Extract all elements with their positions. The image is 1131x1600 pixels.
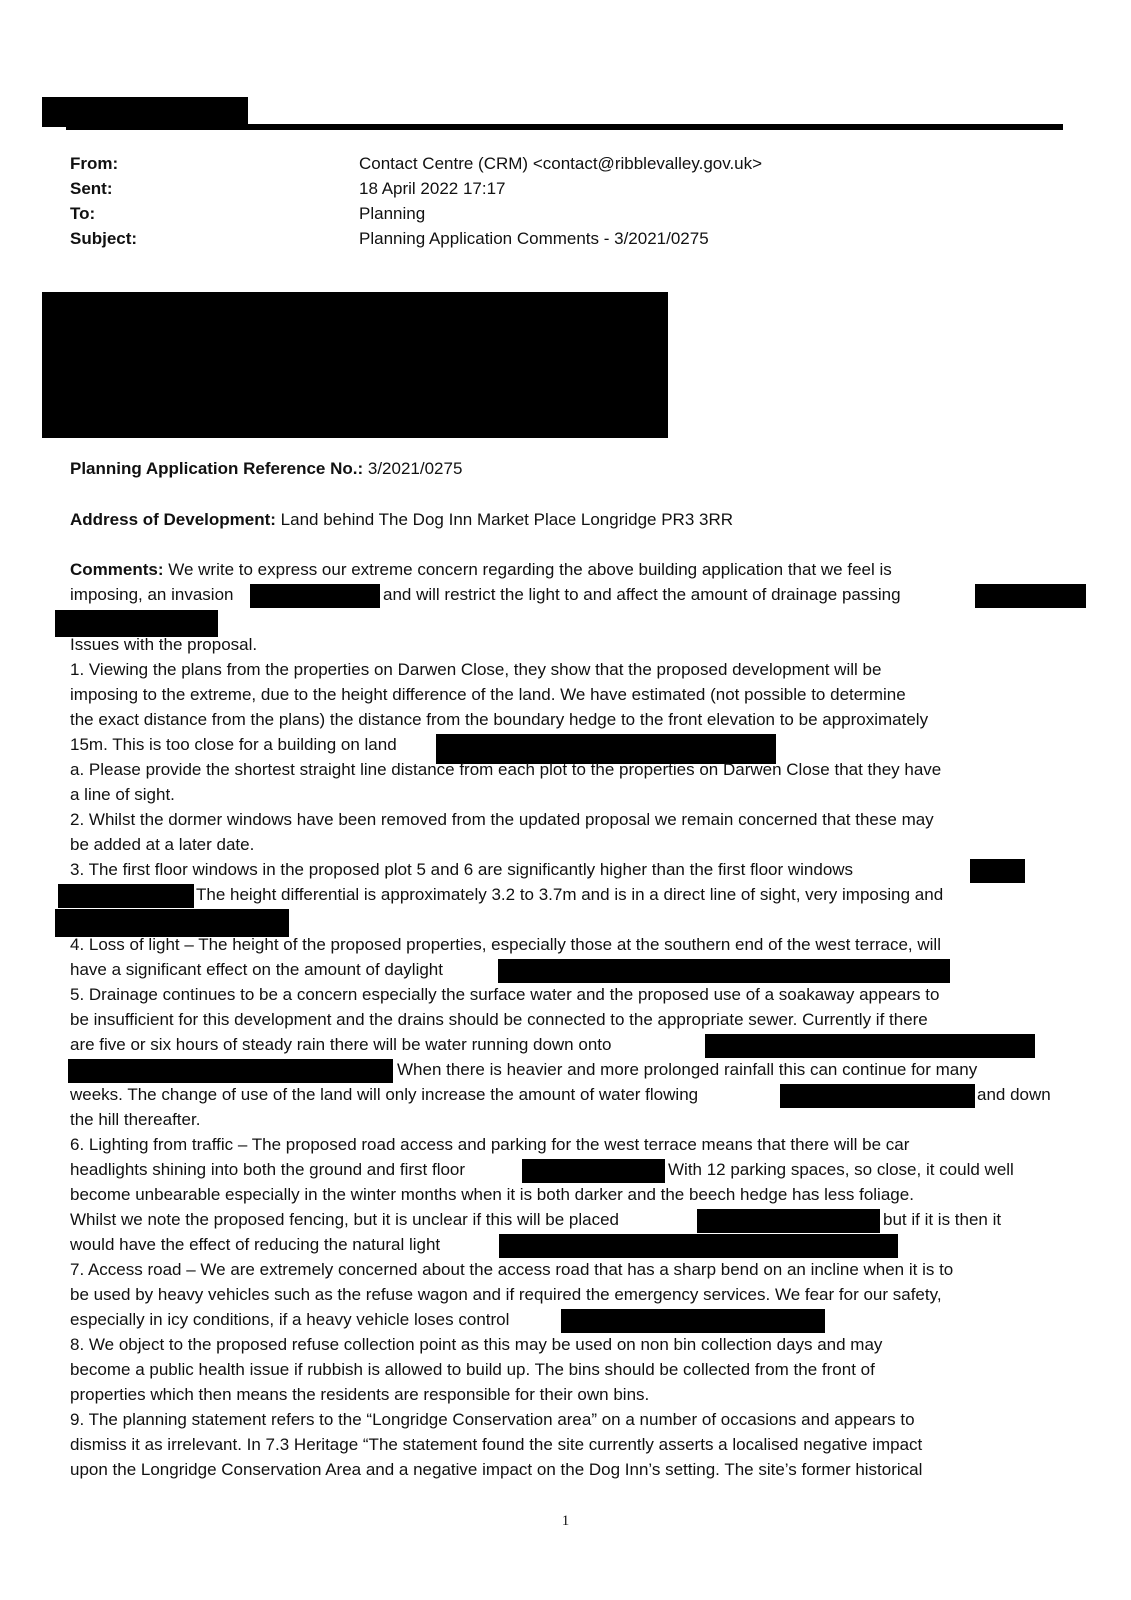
redaction-block [250,584,380,608]
body-line: dismiss it as irrelevant. In 7.3 Heritage “The statement found the site currently asserts a localised negative impact [70,1435,923,1454]
body-line: be added at a later date. [70,835,255,854]
from-value: Contact Centre (CRM) <contact@ribblevalley.gov.uk> [359,154,763,173]
body-line: 3. The first floor windows in the proposed plot 5 and 6 are significantly higher than the first floor windows [70,860,854,879]
page-number: 1 [561,1513,570,1529]
body-line: 9. The planning statement refers to the “Longridge Conservation area” on a number of occasions and appears to [70,1410,915,1429]
body-line: upon the Longridge Conservation Area and a negative impact on the Dog Inn’s setting. The site’s former historical [70,1460,923,1479]
from-label: From: [70,154,119,173]
reference-line [70,456,462,481]
body-line: 6. Lighting from traffic – The proposed road access and parking for the west terrace means that there will be car [70,1135,910,1154]
comments-line [70,557,892,582]
body-line: With 12 parking spaces, so close, it could well [668,1160,1014,1179]
body-line: 4. Loss of light – The height of the proposed properties, especially those at the southern end of the west terrace, will [70,935,941,954]
body-line: but if it is then it [883,1210,1002,1229]
redaction-block [975,584,1086,608]
body-line: 2. Whilst the dormer windows have been removed from the updated proposal we remain concerned that these may [70,810,934,829]
redaction-block [498,959,950,983]
to-value: Planning [359,204,426,223]
body-line: Whilst we note the proposed fencing, but it is unclear if this will be placed [70,1210,620,1229]
header-divider [66,124,1063,130]
redaction-block [58,884,194,908]
body-line: When there is heavier and more prolonged rainfall this can continue for many [397,1060,978,1079]
redaction-block [522,1159,665,1183]
body-line: and will restrict the light to and affect the amount of drainage passing [383,585,901,604]
body-line: be used by heavy vehicles such as the refuse wagon and if required the emergency services. We fear for our safety, [70,1285,942,1304]
address-label: Address of Development: [70,510,276,529]
reference-value: 3/2021/0275 [363,459,463,478]
body-line: 8. We object to the proposed refuse collection point as this may be used on non bin collection days and may [70,1335,883,1354]
body-line: be insufficient for this development and the drains should be connected to the appropriate sewer. Currently if there [70,1010,928,1029]
body-line: 1. Viewing the plans from the properties on Darwen Close, they show that the proposed development will be [70,660,882,679]
body-line: the exact distance from the plans) the distance from the boundary hedge to the front elevation to be approximately [70,710,929,729]
body-line: a line of sight. [70,785,175,804]
redaction-block [42,97,248,127]
body-line: become unbearable especially in the winter months when it is both darker and the beech hedge has less foliage. [70,1185,914,1204]
reference-label: Planning Application Reference No.: [70,459,364,478]
body-line: a. Please provide the shortest straight line distance from each plot to the properties on Darwen Close that they have [70,760,942,779]
body-line: 7. Access road – We are extremely concerned about the access road that has a sharp bend on an incline when it is to [70,1260,954,1279]
redaction-block [561,1309,825,1333]
address-line [70,507,733,532]
redaction-block [697,1209,880,1233]
body-line: The height differential is approximately 3.2 to 3.7m and is in a direct line of sight, very imposing and [196,885,944,904]
sent-value: 18 April 2022 17:17 [359,179,506,198]
body-line: imposing, an invasion [70,585,234,604]
sent-label: Sent: [70,179,113,198]
redaction-block [68,1059,393,1083]
body-line: are five or six hours of steady rain there will be water running down onto [70,1035,612,1054]
body-line: properties which then means the residents are responsible for their own bins. [70,1385,650,1404]
comments-label: Comments: [70,560,164,579]
body-line: 5. Drainage continues to be a concern especially the surface water and the proposed use of a soakaway appears to [70,985,940,1004]
body-line: have a significant effect on the amount of daylight [70,960,443,979]
redaction-block [970,859,1025,883]
body-line: and down [977,1085,1051,1104]
redaction-block [780,1084,975,1108]
redaction-block [499,1234,898,1258]
subject-label: Subject: [70,229,138,248]
redaction-block [705,1034,1035,1058]
body-line: imposing to the extreme, due to the height difference of the land. We have estimated (not possible to determine [70,685,906,704]
body-line: especially in icy conditions, if a heavy vehicle loses control [70,1310,510,1329]
redaction-block [42,292,668,438]
body-line: become a public health issue if rubbish is allowed to build up. The bins should be collected from the front of [70,1360,875,1379]
body-line: headlights shining into both the ground and first floor [70,1160,466,1179]
body-line: Issues with the proposal. [70,635,258,654]
subject-value: Planning Application Comments - 3/2021/0275 [359,229,709,248]
body-line: 15m. This is too close for a building on land [70,735,397,754]
to-label: To: [70,204,96,223]
body-line: would have the effect of reducing the natural light [70,1235,441,1254]
body-line: We write to express our extreme concern regarding the above building application that we feel is [163,560,892,579]
address-value: Land behind The Dog Inn Market Place Longridge PR3 3RR [275,510,734,529]
body-line: weeks. The change of use of the land will only increase the amount of water flowing [70,1085,699,1104]
body-line: the hill thereafter. [70,1110,201,1129]
